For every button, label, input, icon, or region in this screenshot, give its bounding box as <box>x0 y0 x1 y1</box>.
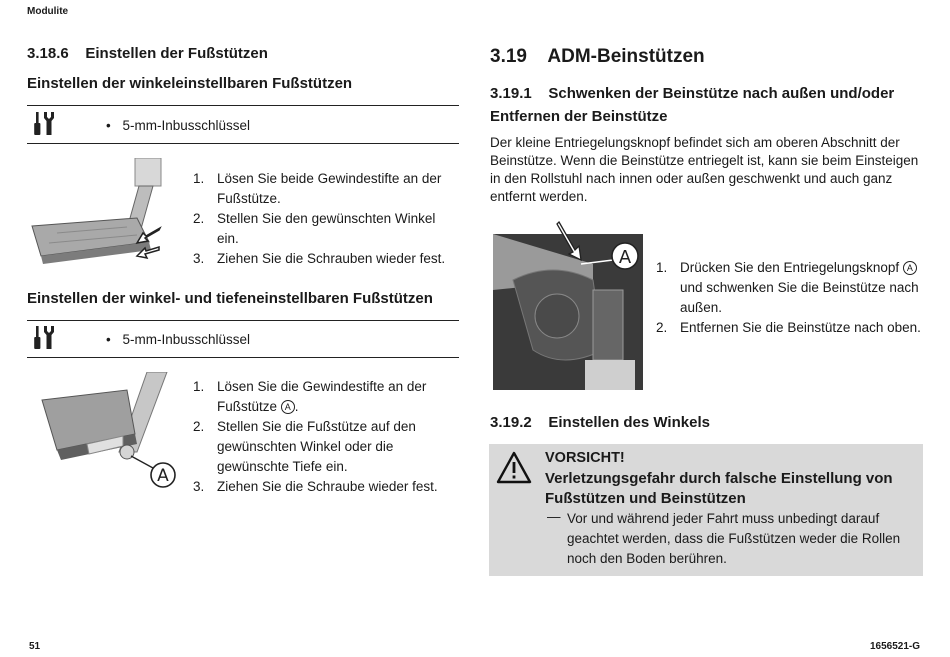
tool-bullet <box>106 118 250 133</box>
step-text: Drücken Sie den Entriegelungsknopf <box>680 260 903 275</box>
step-item <box>656 318 921 338</box>
step-number: 3. <box>193 479 205 494</box>
divider <box>27 143 459 144</box>
step-text: Lösen Sie die Gewindestifte an der Fußstütze <box>217 379 427 414</box>
sub-3-19-2-title: 3.19.2 Einstellen des Winkels <box>490 414 710 431</box>
step-item <box>193 377 458 417</box>
step-item <box>656 258 921 318</box>
bullet-dot: • <box>106 332 111 347</box>
caution-text: Vor und während jeder Fahrt muss unbedingt darauf geachtet werden, dass die Fußstützen weder die Rollen noch den Boden berühren. <box>567 511 901 566</box>
steps-list-3 <box>656 258 921 338</box>
caution-dash: — <box>547 509 561 524</box>
section-heading-3-18-6: 3.18.6 Einstellen der Fußstützen <box>27 45 268 62</box>
document-id: 1656521-G <box>869 641 920 652</box>
tools-icon <box>33 325 57 351</box>
header-brand: Modulite <box>27 6 69 17</box>
step-text-end: . <box>294 399 299 414</box>
divider <box>27 105 459 106</box>
step-text: Ziehen Sie die Schrauben wieder fest. <box>217 251 446 266</box>
step-number: 3. <box>193 251 205 266</box>
step-number: 2. <box>193 419 205 434</box>
step-number: 1. <box>656 260 668 275</box>
step-number: 2. <box>193 211 205 226</box>
step-number: 2. <box>656 320 668 335</box>
step-item <box>193 169 458 209</box>
sub1-title: Einstellen der winkeleinstellbaren Fußstützen <box>27 75 353 92</box>
divider <box>27 357 459 358</box>
step-number: 1. <box>193 379 205 394</box>
step-item <box>193 249 458 269</box>
step-item <box>193 477 458 497</box>
section-title-3-19: 3.19 ADM-Beinstützen <box>490 46 705 67</box>
warning-icon <box>496 451 532 485</box>
intro-paragraph: Der kleine Entriegelungsknopf befindet sich am oberen Abschnitt der Beinstütze. Wenn die Beinstütze entriegelt ist, kann sie beim Einsteigen in den Rollstuhl nach innen oder außen geschwenkt und auch ganz entfernt werden. <box>490 135 919 204</box>
page-number: 51 <box>29 641 41 652</box>
legrest-release-photo <box>493 220 643 390</box>
step-item <box>193 417 458 477</box>
step-text: Stellen Sie die Fußstütze auf den gewünschten Winkel oder die gewünschte Tiefe ein. <box>217 419 416 474</box>
tools-icon <box>33 111 57 137</box>
tool-name: 5-mm-Inbusschlüssel <box>122 118 251 133</box>
step-text: Lösen Sie beide Gewindestifte an der Fußstütze. <box>217 171 442 206</box>
step-text-end: und schwenken Sie die Beinstütze nach außen. <box>680 280 919 315</box>
step-text: Entfernen Sie die Beinstütze nach oben. <box>680 320 921 335</box>
callout-marker: A <box>281 400 295 414</box>
tool-bullet <box>106 332 250 347</box>
step-number: 1. <box>193 171 205 186</box>
callout-marker: A <box>903 261 917 275</box>
divider <box>27 320 459 321</box>
steps-list-2 <box>193 377 458 497</box>
step-text: Ziehen Sie die Schraube wieder fest. <box>217 479 438 494</box>
step-text: Stellen Sie den gewünschten Winkel ein. <box>217 211 436 246</box>
callout-label: A <box>618 247 632 268</box>
caution-box <box>489 444 923 576</box>
caution-label: VORSICHT! <box>545 450 625 466</box>
footplate-photo <box>27 158 177 273</box>
sub2-title: Einstellen der winkel- und tiefeneinstellbaren Fußstützen <box>27 290 433 307</box>
step-item <box>193 209 458 249</box>
bullet-dot: • <box>106 118 111 133</box>
footplate-depth-photo <box>27 372 187 494</box>
tool-name: 5-mm-Inbusschlüssel <box>122 332 251 347</box>
steps-list-1 <box>193 169 458 269</box>
callout-label: A <box>157 466 169 486</box>
caution-heading: Verletzungsgefahr durch falsche Einstellung von Fußstützen und Beinstützen <box>545 470 893 507</box>
sub-3-19-1-title: 3.19.1 Schwenken der Beinstütze nach außen und/oder Entfernen der Beinstütze <box>490 85 899 125</box>
